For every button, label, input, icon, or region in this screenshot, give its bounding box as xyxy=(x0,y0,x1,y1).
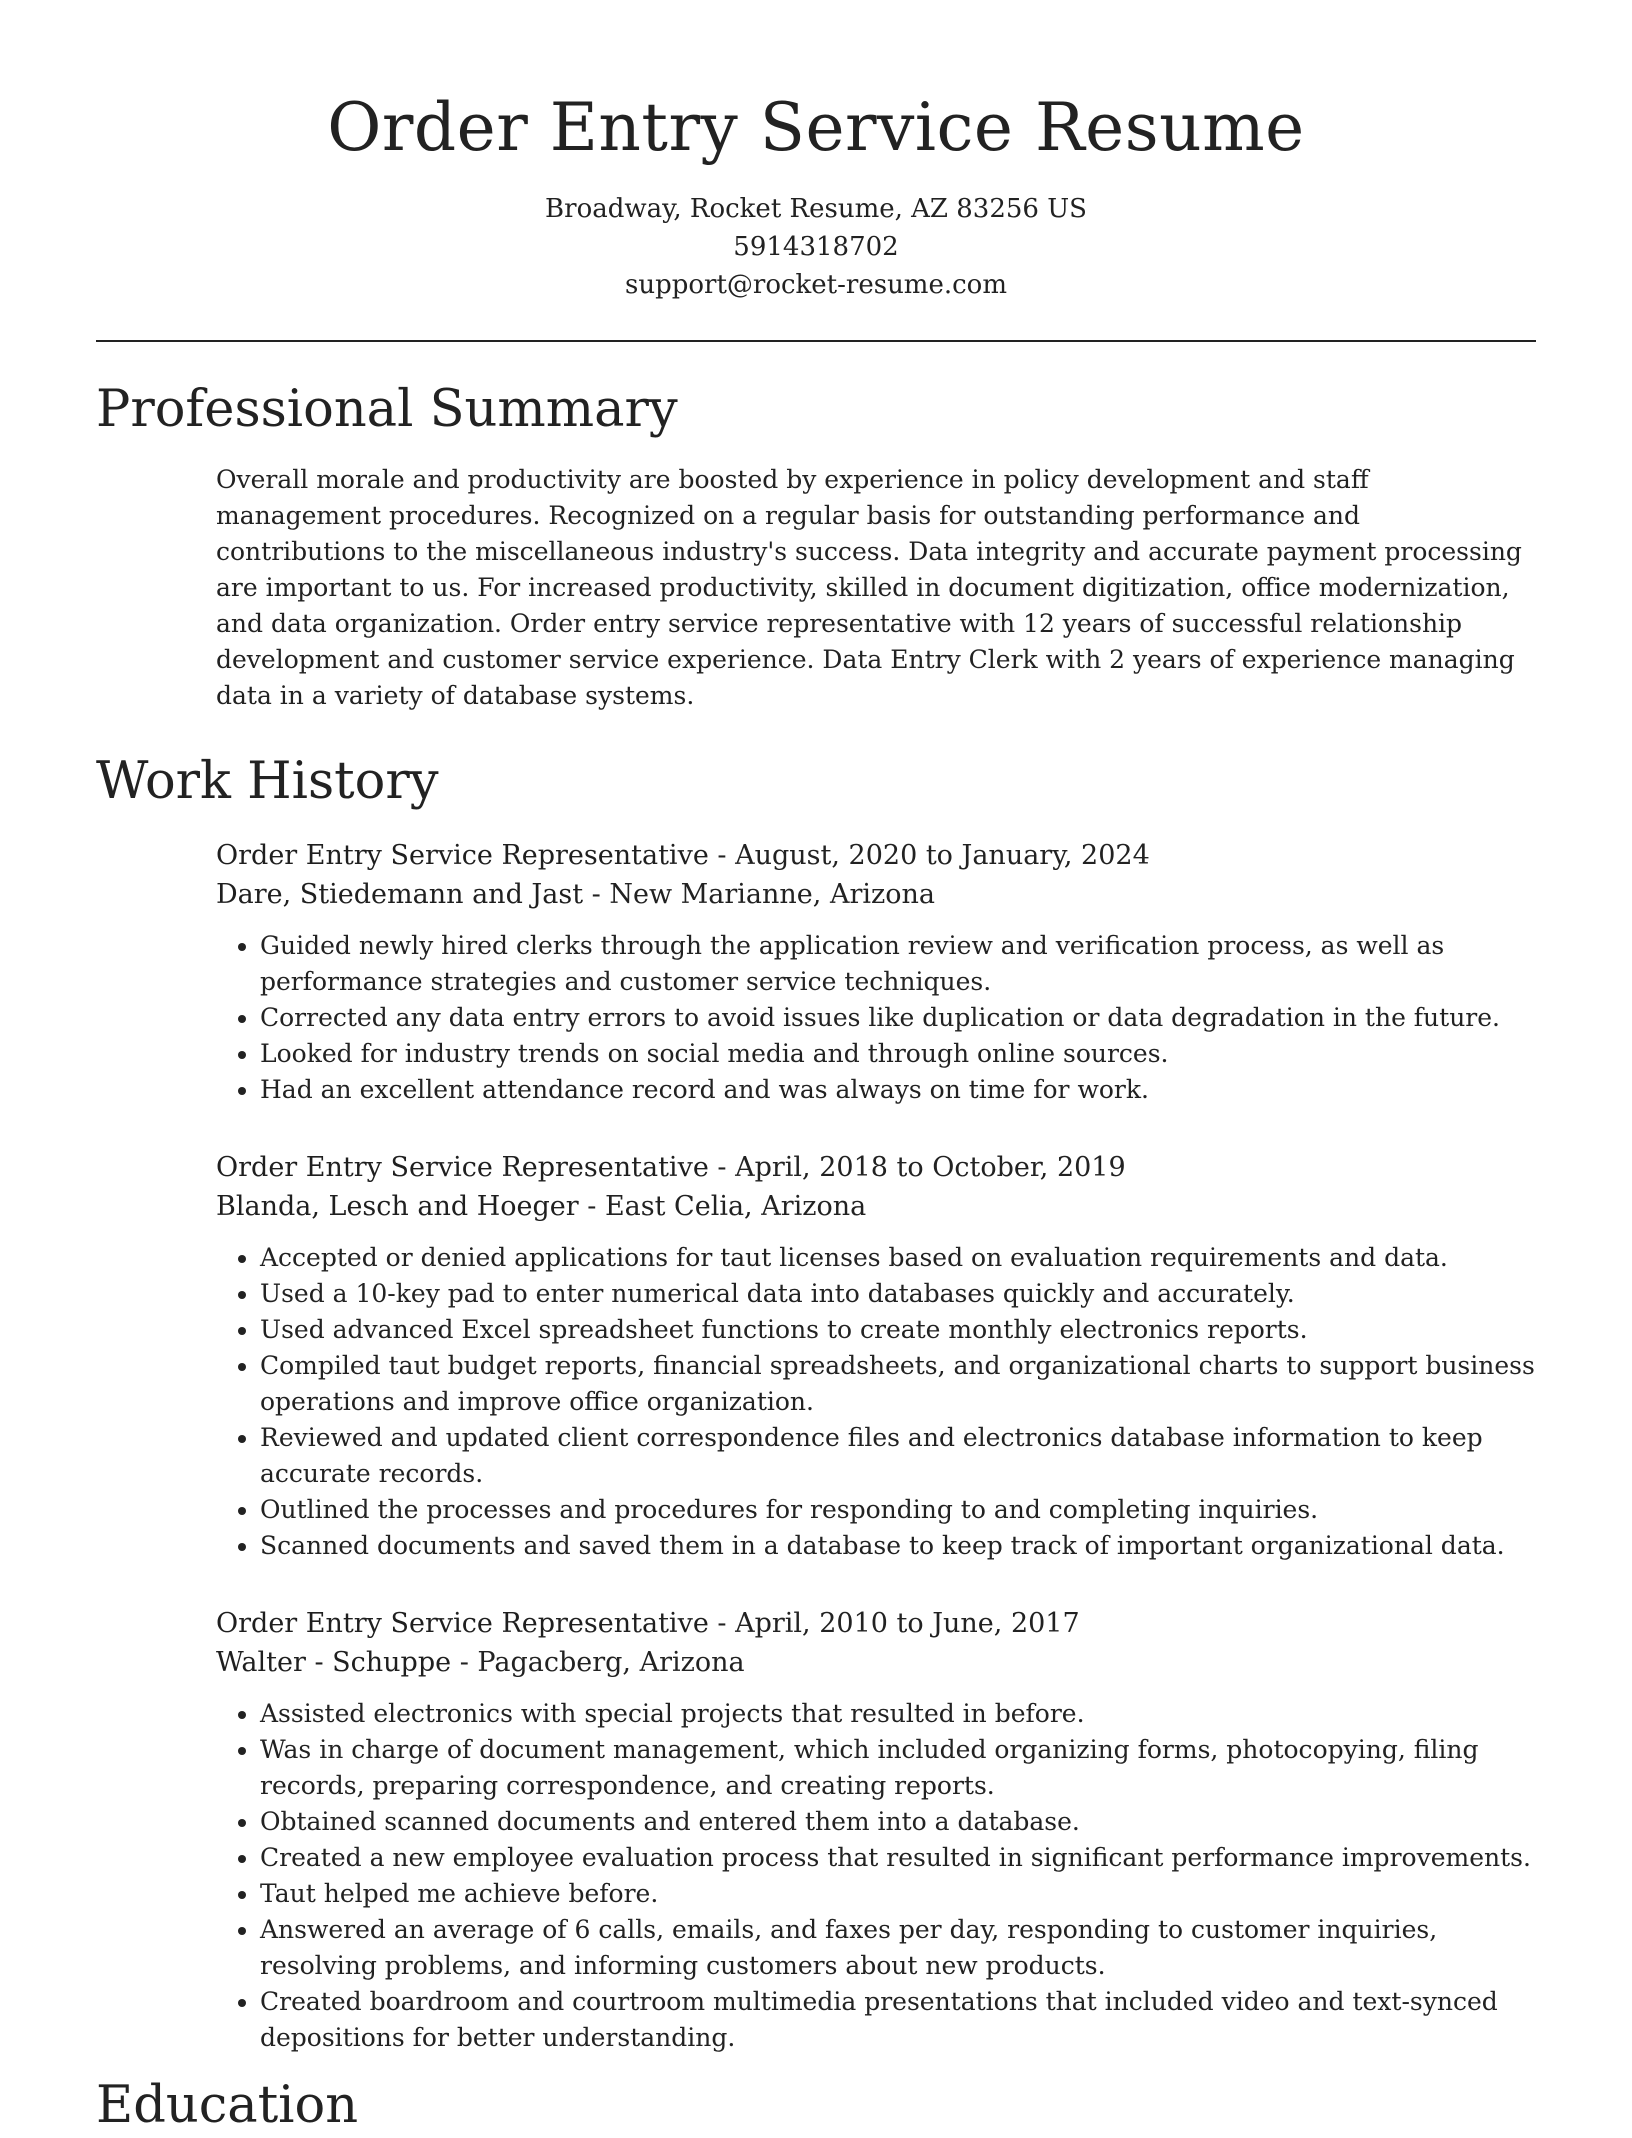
job-bullet: • Taut helped me achieve before. xyxy=(260,1876,1536,1912)
section-title-work-history: Work History xyxy=(96,752,439,811)
contact-phone: 5914318702 xyxy=(733,232,899,262)
resume-title: Order Entry Service Resume xyxy=(327,89,1305,166)
job-bullet: • Used a 10-key pad to enter numerical data into databases quickly and accurately. xyxy=(260,1276,1536,1312)
job-bullet: • Assisted electronics with special projects that resulted in before. xyxy=(260,1696,1536,1732)
job-location: - East Celia, Arizona xyxy=(578,1191,867,1222)
header-divider xyxy=(96,340,1536,342)
job-company-line xyxy=(216,875,1536,914)
job-company: Dare, Stiedemann and Jast xyxy=(216,879,584,910)
job-title-line xyxy=(216,1604,1536,1643)
job-dates: - August, 2020 to January, 2024 xyxy=(708,840,1150,871)
job-dates: - April, 2018 to October, 2019 xyxy=(708,1152,1126,1183)
job-bullet: • Had an excellent attendance record and was always on time for work. xyxy=(260,1072,1536,1108)
job-position: Order Entry Service Representative xyxy=(216,840,709,871)
job-bullets xyxy=(216,1240,1536,1564)
resume-header xyxy=(96,0,1536,304)
job-bullet: • Obtained scanned documents and entered them into a database. xyxy=(260,1804,1536,1840)
section-title-summary: Professional Summary xyxy=(96,380,678,439)
job-bullets xyxy=(216,1696,1536,2056)
job-location: - New Marianne, Arizona xyxy=(583,879,935,910)
job-bullet: • Accepted or denied applications for taut licenses based on evaluation requirements and data. xyxy=(260,1240,1536,1276)
job-location: - Pagacberg, Arizona xyxy=(451,1647,745,1678)
section-title-education: Education xyxy=(96,2076,359,2135)
summary-text: Overall morale and productivity are boosted by experience in policy development and staff management procedures. Recognized on a regular basis for outstanding performance and contributions to the miscellaneous industry's success. Data integrity and accurate payment processing are important to us. For increased productivity, skilled in document digitization, office modernization, and data organization. Order entry service representative with 12 years of successful relationship development and customer service experience. Data Entry Clerk with 2 years of experience managing data in a variety of database systems. xyxy=(216,465,1522,710)
job-title-line xyxy=(216,836,1536,875)
job-bullet: • Answered an average of 6 calls, emails, and faxes per day, responding to customer inquiries, resolving problems, and informing customers about new products. xyxy=(260,1912,1536,1984)
job-entry xyxy=(216,1148,1536,1564)
job-bullet: • Compiled taut budget reports, financial spreadsheets, and organizational charts to support business operations and improve office organization. xyxy=(260,1348,1536,1420)
job-position: Order Entry Service Representative xyxy=(216,1152,709,1183)
job-company: Walter - Schuppe xyxy=(216,1647,452,1678)
job-dates: - April, 2010 to June, 2017 xyxy=(708,1608,1080,1639)
job-company: Blanda, Lesch and Hoeger xyxy=(216,1191,579,1222)
job-entry xyxy=(216,1604,1536,2056)
job-bullet: • Outlined the processes and procedures for responding to and completing inquiries. xyxy=(260,1492,1536,1528)
contact-address: Broadway, Rocket Resume, AZ 83256 US xyxy=(545,194,1087,224)
job-company-line xyxy=(216,1643,1536,1682)
job-bullet: • Corrected any data entry errors to avoid issues like duplication or data degradation in the future. xyxy=(260,1000,1536,1036)
job-bullet: • Scanned documents and saved them in a database to keep track of important organizational data. xyxy=(260,1528,1536,1564)
job-bullet: • Created boardroom and courtroom multimedia presentations that included video and text-synced depositions for better understanding. xyxy=(260,1984,1536,2056)
work-history-list xyxy=(216,836,1536,2056)
contact-block xyxy=(96,190,1536,304)
job-bullet: • Created a new employee evaluation process that resulted in significant performance improvements. xyxy=(260,1840,1536,1876)
job-entry xyxy=(216,836,1536,1108)
job-title-line xyxy=(216,1148,1536,1187)
job-company-line xyxy=(216,1187,1536,1226)
job-bullet: • Reviewed and updated client correspondence files and electronics database information to keep accurate records. xyxy=(260,1420,1536,1492)
job-bullets xyxy=(216,928,1536,1108)
job-bullet: • Guided newly hired clerks through the application review and verification process, as well as performance strategies and customer service techniques. xyxy=(260,928,1536,1000)
contact-email: support@rocket-resume.com xyxy=(624,270,1007,300)
job-bullet: • Was in charge of document management, which included organizing forms, photocopying, filing records, preparing correspondence, and creating reports. xyxy=(260,1732,1536,1804)
job-position: Order Entry Service Representative xyxy=(216,1608,709,1639)
job-bullet: • Used advanced Excel spreadsheet functions to create monthly electronics reports. xyxy=(260,1312,1536,1348)
job-bullet: • Looked for industry trends on social media and through online sources. xyxy=(260,1036,1536,1072)
